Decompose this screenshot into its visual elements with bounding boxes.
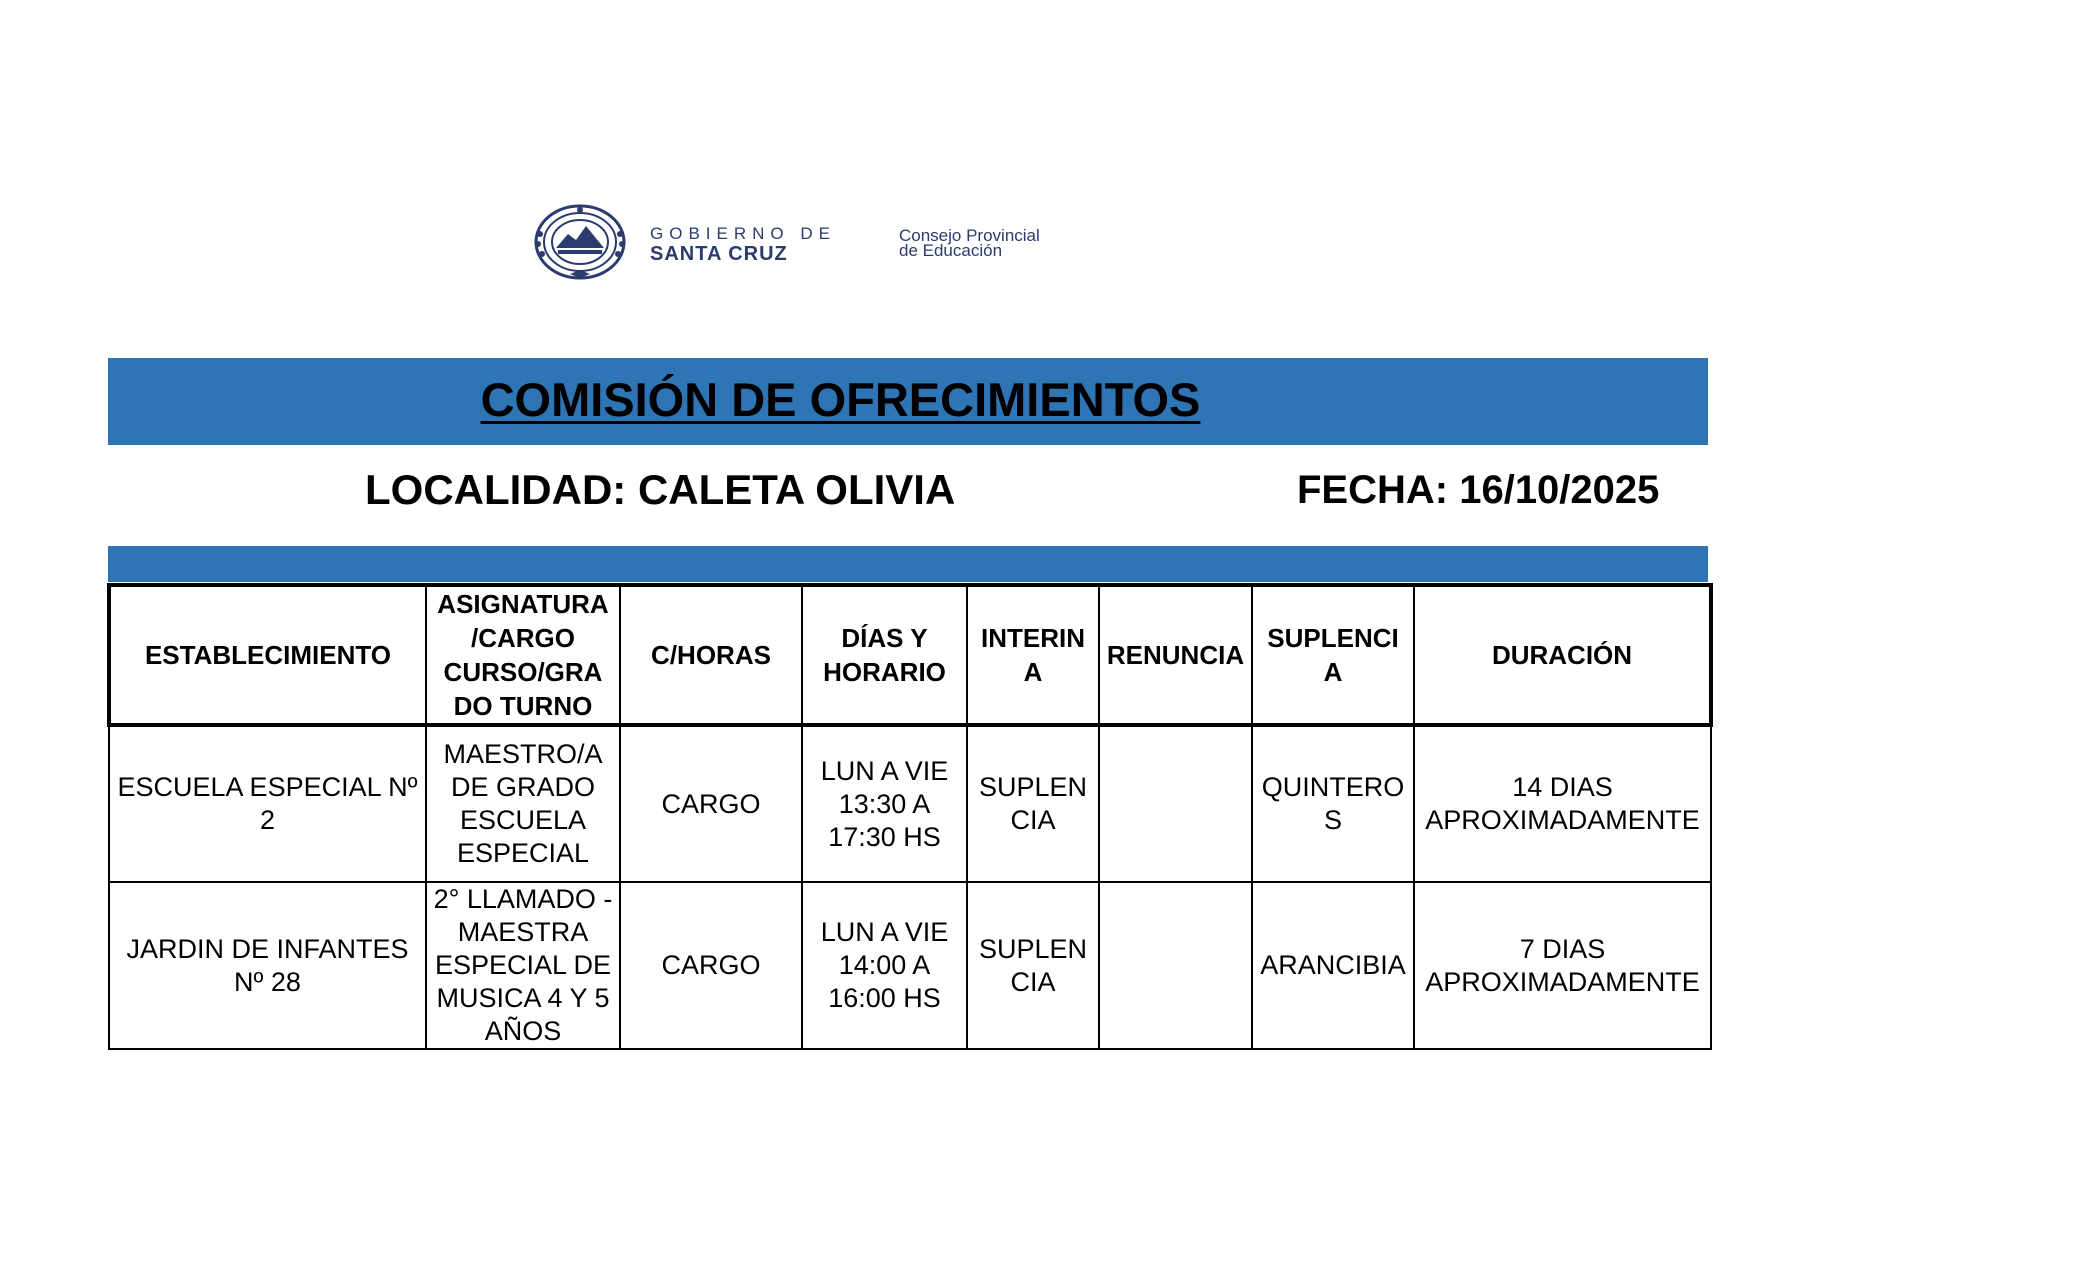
column-header-interina: INTERIN A	[967, 585, 1099, 725]
header-logo	[534, 204, 1114, 280]
title-band	[108, 358, 1708, 445]
cell-renuncia	[1099, 725, 1252, 882]
cell-duracion: 7 DIAS APROXIMADAMENTE	[1414, 882, 1711, 1049]
government-line-2: SANTA CRUZ	[650, 243, 788, 265]
cell-horas: CARGO	[620, 725, 802, 882]
cell-interina: SUPLEN CIA	[967, 725, 1099, 882]
column-header-asignatura: ASIGNATURA /CARGO CURSO/GRA DO TURNO	[426, 585, 620, 725]
column-header-renuncia: RENUNCIA	[1099, 585, 1252, 725]
cell-suplencia: QUINTERO S	[1252, 725, 1414, 882]
table-row	[109, 725, 1711, 882]
santa-cruz-seal-icon	[534, 204, 626, 280]
column-header-horas: C/HORAS	[620, 585, 802, 725]
column-header-establecimiento: ESTABLECIMIENTO	[109, 585, 426, 725]
council-line-1: Consejo Provincial	[899, 226, 1040, 245]
column-header-suplencia: SUPLENCI A	[1252, 585, 1414, 725]
cell-interina: SUPLEN CIA	[967, 882, 1099, 1049]
cell-asignatura: 2° LLAMADO - MAESTRA ESPECIAL DE MUSICA 4 Y 5 AÑOS	[426, 882, 620, 1049]
cell-renuncia	[1099, 882, 1252, 1049]
table-header-row	[109, 585, 1711, 725]
cell-establecimiento: ESCUELA ESPECIAL Nº 2	[109, 725, 426, 882]
locality-label: LOCALIDAD: CALETA OLIVIA	[365, 466, 956, 513]
cell-duracion: 14 DIAS APROXIMADAMENTE	[1414, 725, 1711, 882]
offers-table	[107, 583, 1713, 1050]
cell-dias-horario: LUN A VIE 14:00 A 16:00 HS	[802, 882, 967, 1049]
cell-dias-horario: LUN A VIE 13:30 A 17:30 HS	[802, 725, 967, 882]
page-title: COMISIÓN DE OFRECIMIENTOS	[480, 373, 1201, 426]
cell-asignatura: MAESTRO/A DE GRADO ESCUELA ESPECIAL	[426, 725, 620, 882]
cell-horas: CARGO	[620, 882, 802, 1049]
column-header-duracion: DURACIÓN	[1414, 585, 1711, 725]
column-header-dias-horario: DÍAS Y HORARIO	[802, 585, 967, 725]
table-row	[109, 882, 1711, 1049]
council-name	[899, 228, 1040, 258]
cell-establecimiento: JARDIN DE INFANTES Nº 28	[109, 882, 426, 1049]
government-name	[650, 224, 836, 264]
date-label: FECHA: 16/10/2025	[1297, 468, 1660, 512]
council-line-2: de Educación	[899, 241, 1003, 260]
table-top-strip	[108, 546, 1708, 582]
cell-suplencia: ARANCIBIA	[1252, 882, 1414, 1049]
government-line-1: GOBIERNO DE	[650, 224, 836, 243]
